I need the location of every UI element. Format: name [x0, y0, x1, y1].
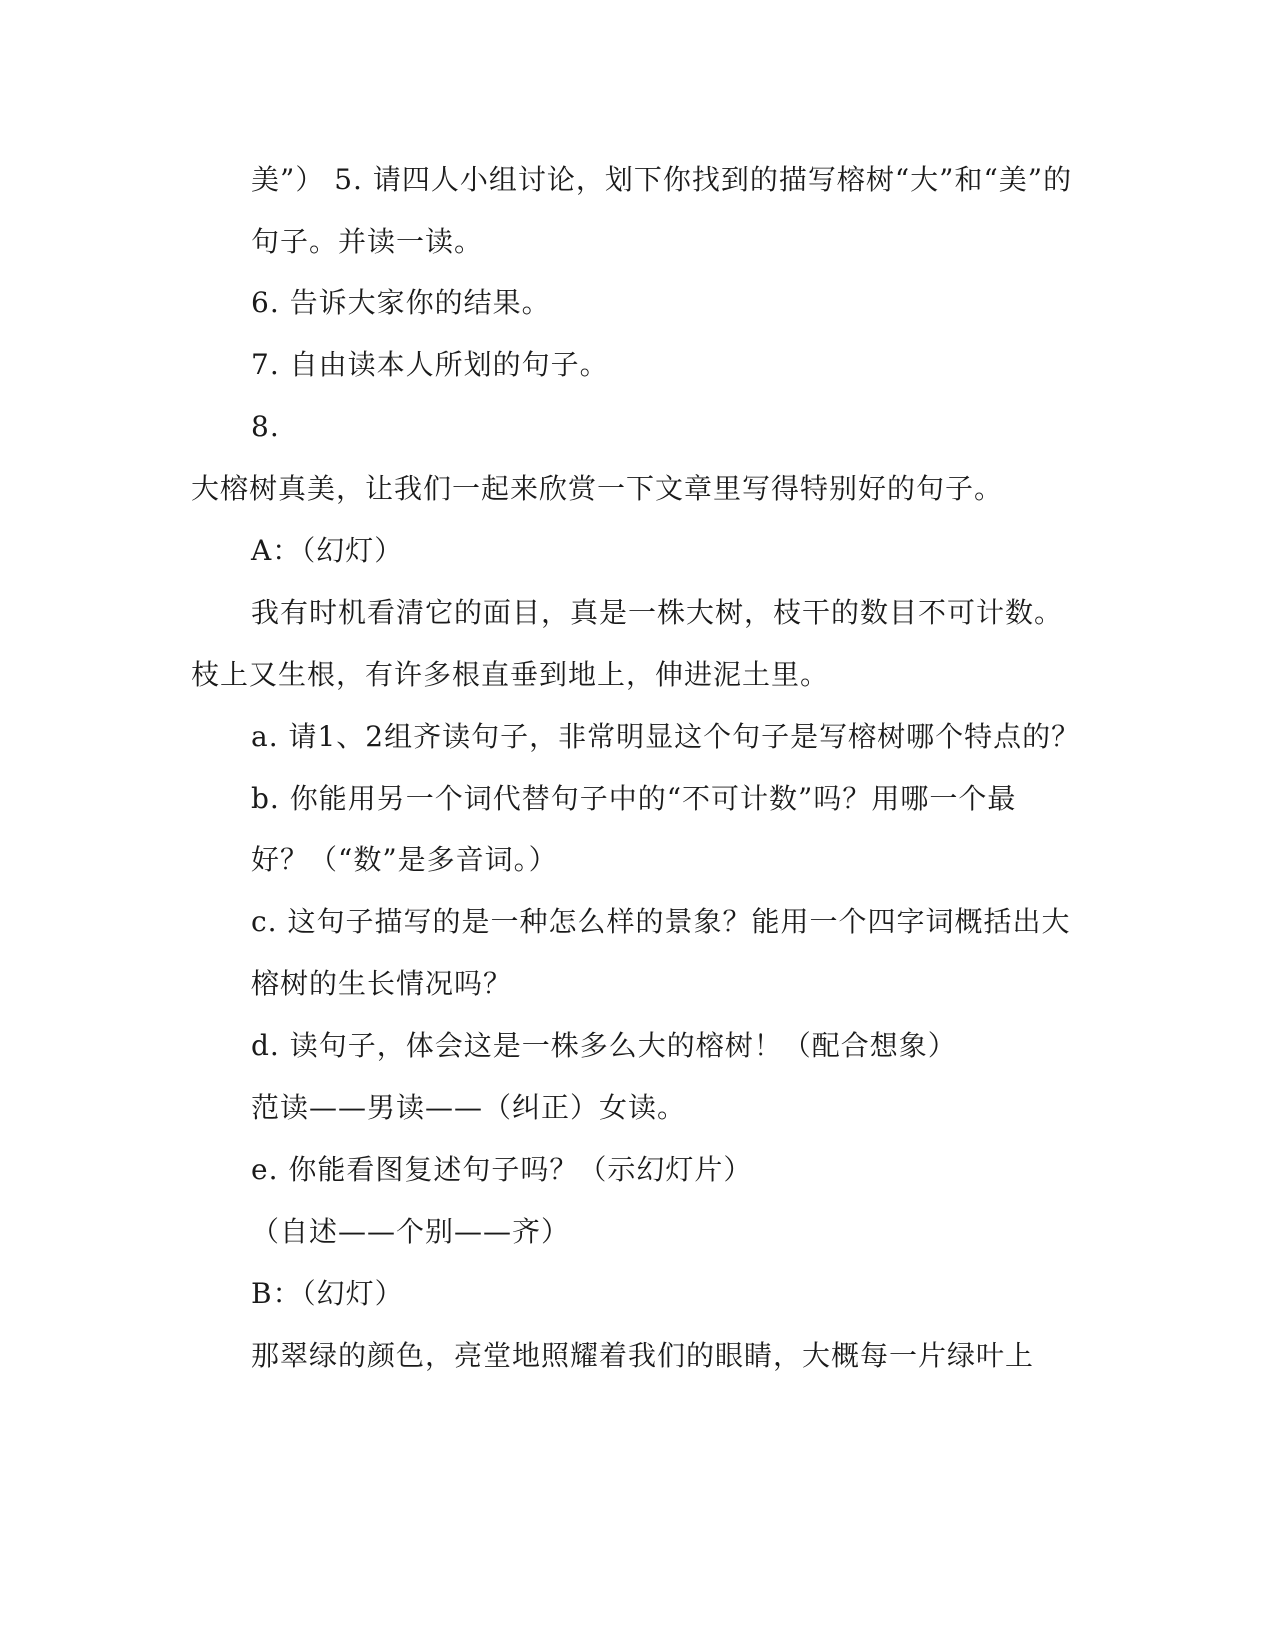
text-line: （自述——个别——齐）	[251, 1215, 571, 1248]
text-line: 榕树的生长情况吗？	[251, 967, 513, 1000]
text-line: 枝上又生根，有许多根直垂到地上，伸进泥土里。	[191, 658, 830, 691]
text-line: 7. 自由读本人所划的句子。	[251, 348, 609, 381]
text-line: a. 请1、2组齐读句子，非常明显这个句子是写榕树哪个特点的？	[251, 720, 1081, 753]
text-line: b. 你能用另一个词代替句子中的“不可计数”吗？用哪一个最	[251, 782, 1017, 815]
text-line: 好？（“数”是多音词。）	[251, 843, 558, 876]
text-line: 句子。并读一读。	[251, 225, 484, 258]
text-line: B：（幻灯）	[251, 1277, 404, 1310]
text-line: 8.	[251, 410, 280, 443]
text-line: 6. 告诉大家你的结果。	[251, 286, 551, 319]
text-line: 范读——男读——（纠正）女读。	[251, 1091, 687, 1124]
text-line: 我有时机看清它的面目，真是一株大树，枝干的数目不可计数。	[251, 596, 1064, 629]
text-line: 那翠绿的颜色，亮堂地照耀着我们的眼睛，大概每一片绿叶上	[251, 1339, 1035, 1372]
text-line: 大榕树真美，让我们一起来欣赏一下文章里写得特别好的句子。	[191, 472, 1004, 505]
text-line: d. 读句子，体会这是一株多么大的榕树！（配合想象）	[251, 1029, 957, 1062]
text-line: A：（幻灯）	[251, 534, 404, 567]
text-line: c. 这句子描写的是一种怎么样的景象？能用一个四字词概括出大	[251, 905, 1071, 938]
text-line: e. 你能看图复述句子吗？（示幻灯片）	[251, 1153, 753, 1186]
text-line: 美”） 5. 请四人小组讨论，划下你找到的描写榕树“大”和“美”的	[251, 163, 1073, 196]
